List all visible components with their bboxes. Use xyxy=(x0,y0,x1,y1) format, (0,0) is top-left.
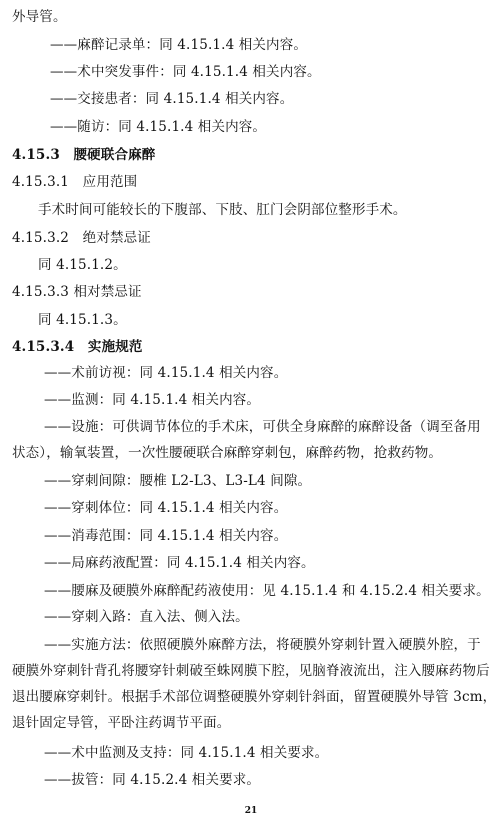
paragraph-absolute-contraindication: 同 4.15.1.2。 xyxy=(38,257,127,273)
list-item-method-continued-1: 硬膜外穿刺针背孔将腰穿针刺破至蛛网膜下腔，见脑脊液流出，注入腰麻药物后 xyxy=(12,663,490,679)
list-item-intraop-monitoring: ——术中监测及支持：同 4.15.1.4 相关要求。 xyxy=(44,745,329,761)
list-item-method: ——实施方法：依照硬膜外麻醉方法，将硬膜外穿刺针置入硬膜外腔，于 xyxy=(44,637,481,653)
subsection-heading-4-15-3-1: 4.15.3.1 应用范围 xyxy=(12,174,138,190)
list-item-puncture-space: ——穿刺间隙：腰椎 L2-L3、L3-L4 间隙。 xyxy=(44,473,312,489)
list-item-followup: ——随访：同 4.15.1.4 相关内容。 xyxy=(50,119,267,135)
list-item-handover: ——交接患者：同 4.15.1.4 相关内容。 xyxy=(50,91,294,107)
text-line-continuation: 外导管。 xyxy=(12,9,67,25)
list-item-intraop-events: ——术中突发事件：同 4.15.1.4 相关内容。 xyxy=(50,64,321,80)
list-item-method-continued-3: 退针固定导管，平卧注药调节平面。 xyxy=(12,715,231,731)
section-heading-4-15-3: 4.15.3 腰硬联合麻醉 xyxy=(12,147,156,163)
list-item-local-anesthetic: ——局麻药液配置：同 4.15.1.4 相关内容。 xyxy=(44,555,315,571)
list-item-preop-visit: ——术前访视：同 4.15.1.4 相关内容。 xyxy=(44,365,288,381)
list-item-puncture-approach: ——穿刺入路：直入法、侧入法。 xyxy=(44,609,249,625)
paragraph-application-scope: 手术时间可能较长的下腹部、下肢、肛门会阴部位整形手术。 xyxy=(38,202,407,218)
list-item-facilities: ——设施：可供调节体位的手术床，可供全身麻醉的麻醉设备（调至备用 xyxy=(44,419,481,435)
list-item-drug-usage: ——腰麻及硬膜外麻醉配药液使用：见 4.15.1.4 和 4.15.2.4 相关要求。 xyxy=(44,583,490,599)
list-item-monitoring: ——监测：同 4.15.1.4 相关内容。 xyxy=(44,392,261,408)
paragraph-relative-contraindication: 同 4.15.1.3。 xyxy=(38,312,127,328)
subsection-heading-4-15-3-2: 4.15.3.2 绝对禁忌证 xyxy=(12,230,151,246)
subsection-heading-4-15-3-3: 4.15.3.3 相对禁忌证 xyxy=(12,284,142,300)
list-item-extubation: ——拔管：同 4.15.2.4 相关要求。 xyxy=(44,772,261,788)
subsection-heading-4-15-3-4: 4.15.3.4 实施规范 xyxy=(12,339,143,355)
list-item-puncture-position: ——穿刺体位：同 4.15.1.4 相关内容。 xyxy=(44,500,288,516)
list-item-anesthesia-record: ——麻醉记录单：同 4.15.1.4 相关内容。 xyxy=(50,37,308,53)
list-item-method-continued-2: 退出腰麻穿刺针。根据手术部位调整硬膜外穿刺针斜面，留置硬膜外导管 3cm， xyxy=(12,689,497,705)
page-number: 21 xyxy=(244,806,258,816)
list-item-facilities-continued: 状态），输氧装置，一次性腰硬联合麻醉穿刺包，麻醉药物，抢救药物。 xyxy=(12,445,443,461)
list-item-disinfection-range: ——消毒范围：同 4.15.1.4 相关内容。 xyxy=(44,528,288,544)
